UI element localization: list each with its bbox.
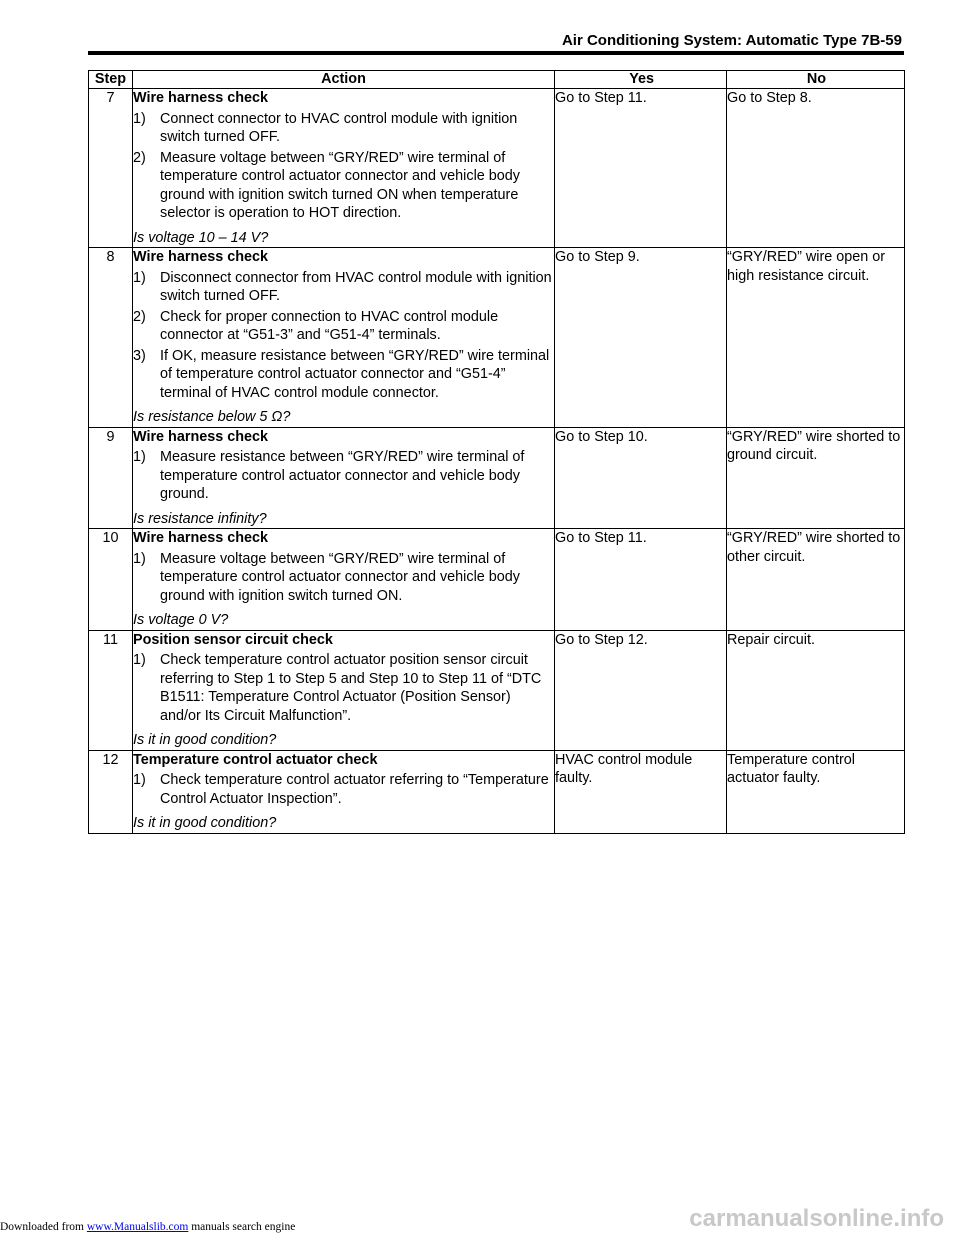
action-cell bbox=[133, 89, 555, 248]
table-row bbox=[89, 89, 905, 248]
action-steps-list bbox=[133, 110, 554, 223]
column-header-step: Step bbox=[89, 71, 133, 89]
action-title: Wire harness check bbox=[133, 530, 269, 546]
action-cell bbox=[133, 529, 555, 631]
footer-prefix: Downloaded from bbox=[0, 1221, 87, 1233]
no-result: Repair circuit. bbox=[727, 630, 905, 750]
action-step-item bbox=[133, 269, 554, 306]
action-step-item bbox=[133, 448, 554, 504]
page-header-title: Air Conditioning System: Automatic Type 7B-59 bbox=[561, 32, 902, 49]
action-step-number: 1) bbox=[133, 652, 146, 668]
action-step-text: Check temperature control actuator referring to “Temperature Control Actuator Inspection”. bbox=[160, 772, 549, 807]
no-result: Go to Step 8. bbox=[727, 89, 905, 248]
step-number: 10 bbox=[89, 529, 133, 631]
action-cell bbox=[133, 427, 555, 529]
manualslib-link[interactable]: www.Manualslib.com bbox=[86, 1221, 189, 1233]
header-rule bbox=[88, 51, 904, 55]
step-number: 7 bbox=[89, 89, 133, 248]
action-title: Wire harness check bbox=[133, 428, 269, 445]
column-header-no: No bbox=[727, 71, 905, 89]
table-body bbox=[89, 89, 905, 834]
action-step-text: Check temperature control actuator position sensor circuit referring to Step 1 to Step 5 and Step 10 to Step 11 of “DTC B1511: Temperature Control Actuator (Position Sensor) and/or Its Circuit Malfunction”. bbox=[160, 652, 542, 724]
action-question: Is it in good condition? bbox=[133, 732, 277, 748]
troubleshooting-table bbox=[88, 70, 905, 834]
action-step-number: 3) bbox=[133, 347, 146, 364]
action-title: Position sensor circuit check bbox=[133, 631, 333, 648]
action-step-item bbox=[133, 651, 554, 725]
table-header-row bbox=[89, 71, 905, 89]
action-step-text: Measure voltage between “GRY/RED” wire terminal of temperature control actuator connector and vehicle body ground with ignition switch turned ON. bbox=[160, 550, 520, 604]
action-title: Wire harness check bbox=[133, 249, 269, 265]
action-question: Is voltage 0 V? bbox=[133, 612, 229, 628]
action-step-item bbox=[133, 308, 554, 345]
step-number: 11 bbox=[89, 630, 133, 750]
yes-result: Go to Step 11. bbox=[555, 529, 727, 631]
no-result: “GRY/RED” wire shorted to ground circuit. bbox=[727, 427, 905, 529]
action-step-number: 1) bbox=[133, 550, 146, 567]
yes-result: Go to Step 10. bbox=[555, 427, 727, 529]
table-row bbox=[89, 427, 905, 529]
action-step-text: Measure resistance between “GRY/RED” wire terminal of temperature control actuator connector and vehicle body ground. bbox=[160, 449, 525, 502]
action-cell bbox=[133, 248, 555, 428]
action-steps-list bbox=[133, 771, 554, 808]
action-question: Is resistance below 5 Ω? bbox=[133, 409, 291, 425]
table-row bbox=[89, 248, 905, 428]
action-step-number: 2) bbox=[133, 149, 146, 166]
action-question: Is voltage 10 – 14 V? bbox=[133, 229, 269, 246]
footer-suffix: manuals search engine bbox=[188, 1221, 296, 1233]
table-row bbox=[89, 529, 905, 631]
action-step-text: Connect connector to HVAC control module with ignition switch turned OFF. bbox=[160, 110, 518, 145]
action-step-item bbox=[133, 149, 554, 223]
no-result: “GRY/RED” wire shorted to other circuit. bbox=[727, 529, 905, 631]
step-number: 12 bbox=[89, 750, 133, 833]
action-step-number: 2) bbox=[133, 308, 146, 325]
table-row bbox=[89, 630, 905, 750]
action-step-item bbox=[133, 110, 554, 147]
action-title: Wire harness check bbox=[133, 90, 269, 106]
step-number: 8 bbox=[89, 248, 133, 428]
no-result: “GRY/RED” wire open or high resistance circuit. bbox=[727, 248, 905, 428]
yes-result: Go to Step 11. bbox=[555, 89, 727, 248]
action-steps-list bbox=[133, 550, 554, 606]
action-steps-list bbox=[133, 269, 554, 403]
action-step-text: Check for proper connection to HVAC control module connector at “G51-3” and “G51-4” terminals. bbox=[160, 308, 499, 343]
action-cell bbox=[133, 750, 555, 833]
no-result: Temperature control actuator faulty. bbox=[727, 750, 905, 833]
yes-result: HVAC control module faulty. bbox=[555, 750, 727, 833]
action-step-number: 1) bbox=[133, 269, 146, 286]
action-title: Temperature control actuator check bbox=[133, 751, 378, 768]
column-header-action: Action bbox=[133, 71, 555, 89]
action-step-number: 1) bbox=[133, 772, 146, 788]
yes-result: Go to Step 9. bbox=[555, 248, 727, 428]
action-steps-list bbox=[133, 651, 554, 725]
table-row bbox=[89, 750, 905, 833]
action-question: Is it in good condition? bbox=[133, 815, 277, 831]
action-step-item bbox=[133, 550, 554, 606]
column-header-yes: Yes bbox=[555, 71, 727, 89]
action-step-item bbox=[133, 347, 554, 403]
step-number: 9 bbox=[89, 427, 133, 529]
action-step-item bbox=[133, 771, 554, 808]
action-step-text: If OK, measure resistance between “GRY/RED” wire terminal of temperature control actuator connector and “G51-4” terminal of HVAC control module connector. bbox=[160, 347, 550, 401]
action-step-text: Disconnect connector from HVAC control module with ignition switch turned OFF. bbox=[160, 269, 552, 304]
action-cell bbox=[133, 630, 555, 750]
action-question: Is resistance infinity? bbox=[133, 510, 267, 527]
action-step-number: 1) bbox=[133, 449, 146, 465]
action-steps-list bbox=[133, 448, 554, 504]
download-footer bbox=[0, 1221, 295, 1233]
watermark-text: carmanualsonline.info bbox=[689, 1205, 944, 1232]
yes-result: Go to Step 12. bbox=[555, 630, 727, 750]
action-step-text: Measure voltage between “GRY/RED” wire terminal of temperature control actuator connector and vehicle body ground with ignition switch turned ON when temperature selector is operation to HOT direction. bbox=[160, 149, 520, 221]
action-step-number: 1) bbox=[133, 110, 146, 127]
